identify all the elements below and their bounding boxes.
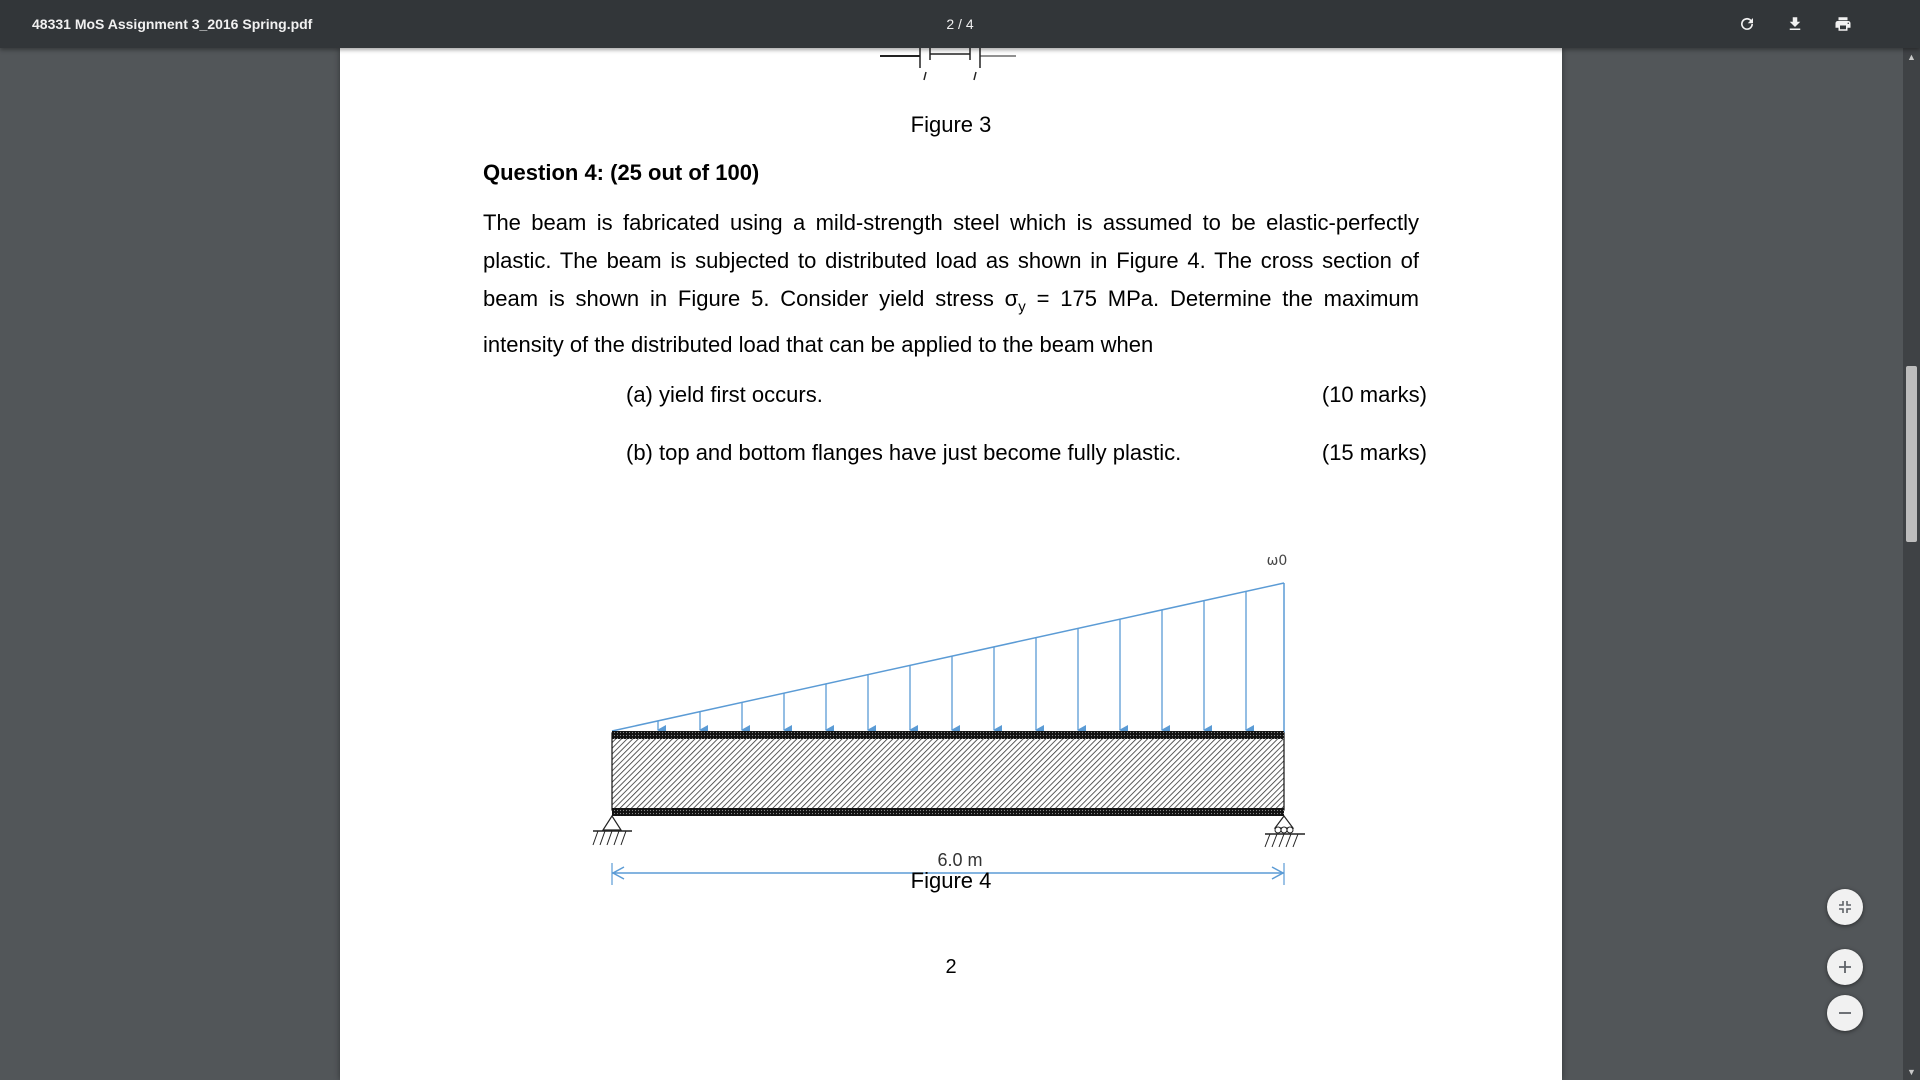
rotate-icon [1738, 15, 1756, 33]
document-title: 48331 MoS Assignment 3_2016 Spring.pdf [32, 16, 313, 32]
span-length-label: 6.0 m [937, 850, 983, 870]
figure3-fragment [878, 48, 1018, 84]
figure3-caption: Figure 3 [910, 112, 992, 137]
pdf-toolbar [0, 0, 1920, 48]
beam-web [612, 733, 1284, 810]
fit-to-page-button[interactable] [1827, 889, 1863, 925]
question-paragraph [483, 204, 1419, 364]
item-a: (a) yield first occurs. [626, 382, 823, 407]
zoom-out-icon [1837, 1005, 1853, 1021]
beam-top-flange [612, 731, 1284, 739]
paragraph-text-2: = 175 MPa. Determine the maximum intensity of the distributed load that can be applied to the beam when [483, 286, 1419, 358]
question-heading: Question 4: (25 out of 100) [483, 160, 760, 185]
vertical-scrollbar[interactable] [1903, 48, 1920, 1080]
fit-to-page-icon [1837, 899, 1853, 915]
scrollbar-thumb[interactable] [1906, 366, 1917, 542]
download-button[interactable] [1783, 12, 1807, 36]
item-a-marks: (10 marks) [1321, 382, 1427, 407]
page-number: 2 [945, 956, 957, 978]
print-icon [1834, 15, 1852, 33]
rotate-button[interactable] [1735, 12, 1759, 36]
item-b: (b) top and bottom flanges have just become fully plastic. [626, 440, 1182, 465]
beam-bottom-flange [612, 808, 1284, 816]
paragraph-text-1: The beam is fabricated using a mild-strength steel which is assumed to be elastic-perfectly plastic. The beam is subjected to distributed load as shown in Figure 4. The cross section of beam is shown in Figure 5. Consider yield stress σ [483, 210, 1419, 311]
download-icon [1786, 15, 1804, 33]
zoom-in-button[interactable] [1827, 949, 1863, 985]
figure4-beam-diagram [340, 488, 1562, 908]
scroll-down-arrow-icon[interactable]: ▼ [1907, 1066, 1916, 1077]
zoom-out-button[interactable] [1827, 995, 1863, 1031]
roller-support [1265, 816, 1305, 847]
pin-support [593, 816, 632, 845]
item-b-marks: (15 marks) [1321, 440, 1427, 465]
load-arrows [658, 591, 1246, 730]
load-intensity-label: ω0 [1266, 553, 1288, 569]
print-button[interactable] [1831, 12, 1855, 36]
pdf-page [340, 48, 1562, 1080]
figure4-caption: Figure 4 [910, 868, 992, 893]
load-envelope [612, 583, 1284, 731]
scroll-up-arrow-icon[interactable]: ▲ [1907, 51, 1916, 62]
zoom-in-icon [1837, 959, 1853, 975]
yield-subscript: y [1018, 298, 1026, 316]
page-indicator[interactable]: 2 / 4 [946, 16, 974, 32]
